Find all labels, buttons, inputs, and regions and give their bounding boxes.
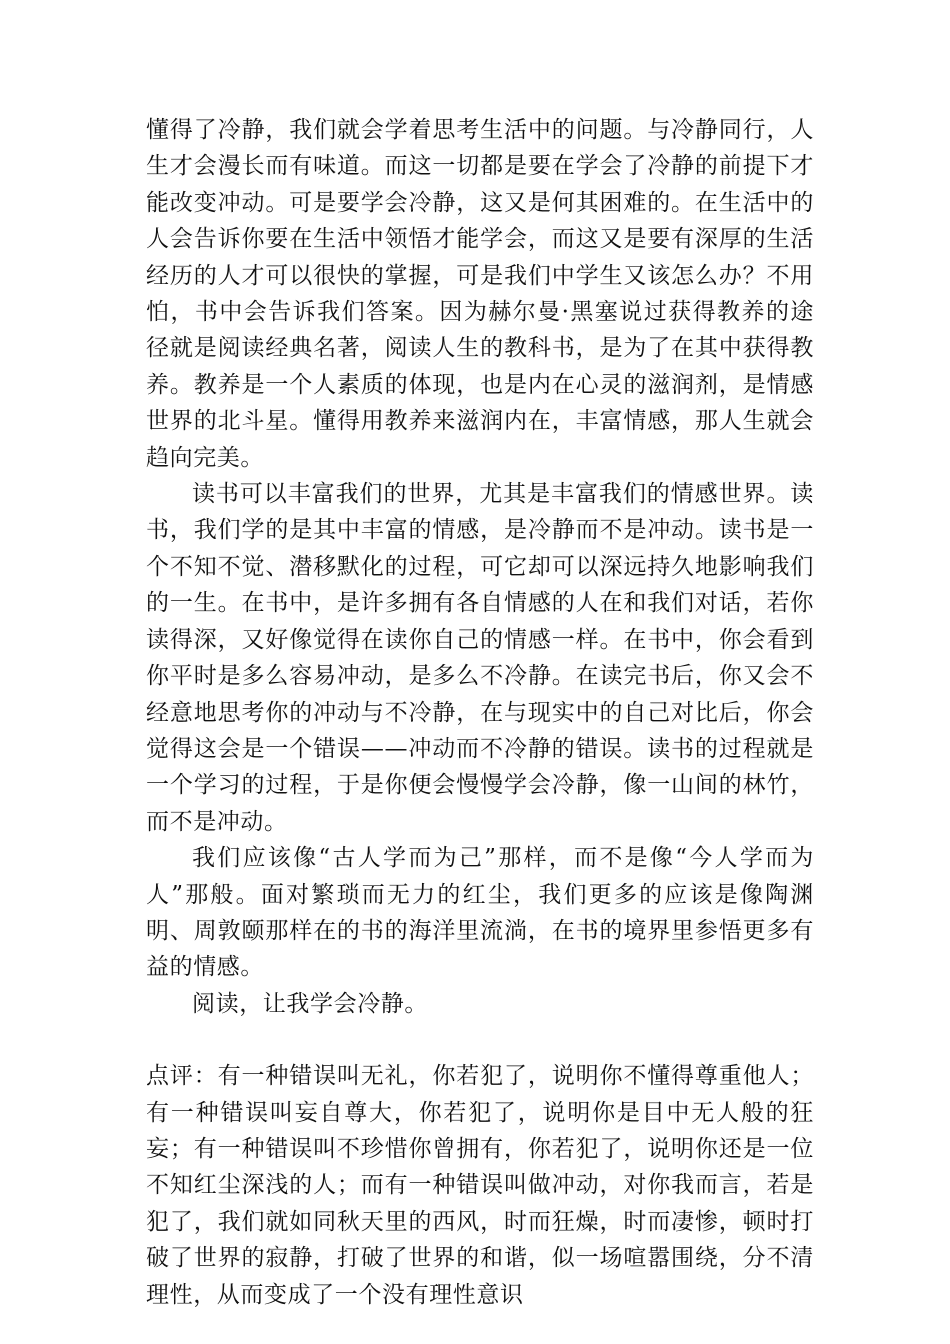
paragraph-reading-enriches: 读书可以丰富我们的世界，尤其是丰富我们的情感世界。读书，我们学的是其中丰富的情感，是冷静而不是冲动。读书是一个不知不觉、潜移默化的过程，可它却可以深远持久地影响我们的一生。在书中，是许多拥有各自情感的人在和我们对话，若你读得深，又好像觉得在读你自己的情感一样。在书中，你会看到你平时是多么容易冲动，是多么不冷静。在读完书后，你又会不经意地思考你的冲动与不冷静，在与现实中的自己对比后，你会觉得这会是一个错误——冲动而不冷静的错误。读书的过程就是一个学习的过程，于是你便会慢慢学会冷静，像一山间的林竹，而不是冲动。: [146, 481, 814, 835]
paragraph-ancients-learning: 我们应该像“古人学而为己”那样，而不是像“今人学而为人”那般。面对繁琐而无力的红尘，我们更多的应该是像陶渊明、周敦颐那样在的书的海洋里流淌，在书的境界里参悟更多有益的情感。: [146, 845, 814, 981]
document-body: [146, 112, 814, 1313]
paragraph-conclusion: 阅读，让我学会冷静。: [192, 990, 428, 1017]
commentary-paragraph: 点评：有一种错误叫无礼，你若犯了，说明你不懂得尊重他人；有一种错误叫妄自尊大，你若犯了，说明你是目中无人般的狂妄；有一种错误叫不珍惜你曾拥有，你若犯了，说明你还是一位不知红尘深浅的人；而有一种错误叫做冲动，对你我而言，若是犯了，我们就如同秋天里的西风，时而狂燥，时而凄惨，顿时打破了世界的寂静，打破了世界的和谐，似一场喧嚣围绕，分不清理性，从而变成了一个没有理性意识: [146, 1063, 814, 1308]
paragraph-continuation: 懂得了冷静，我们就会学着思考生活中的问题。与冷静同行，人生才会漫长而有味道。而这一切都是要在学会了冷静的前提下才能改变冲动。可是要学会冷静，这又是何其困难的。在生活中的人会告诉你要在生活中领悟才能学会，而这又是要有深厚的生活经历的人才可以很快的掌握，可是我们中学生又该怎么办？不用怕，书中会告诉我们答案。因为赫尔曼·黑塞说过获得教养的途径就是阅读经典名著，阅读人生的教科书，是为了在其中获得教养。教养是一个人素质的体现，也是内在心灵的滋润剂，是情感世界的北斗星。懂得用教养来滋润内在，丰富情感，那人生就会趋向完美。: [146, 117, 814, 471]
paragraph-spacer: [146, 1022, 814, 1058]
